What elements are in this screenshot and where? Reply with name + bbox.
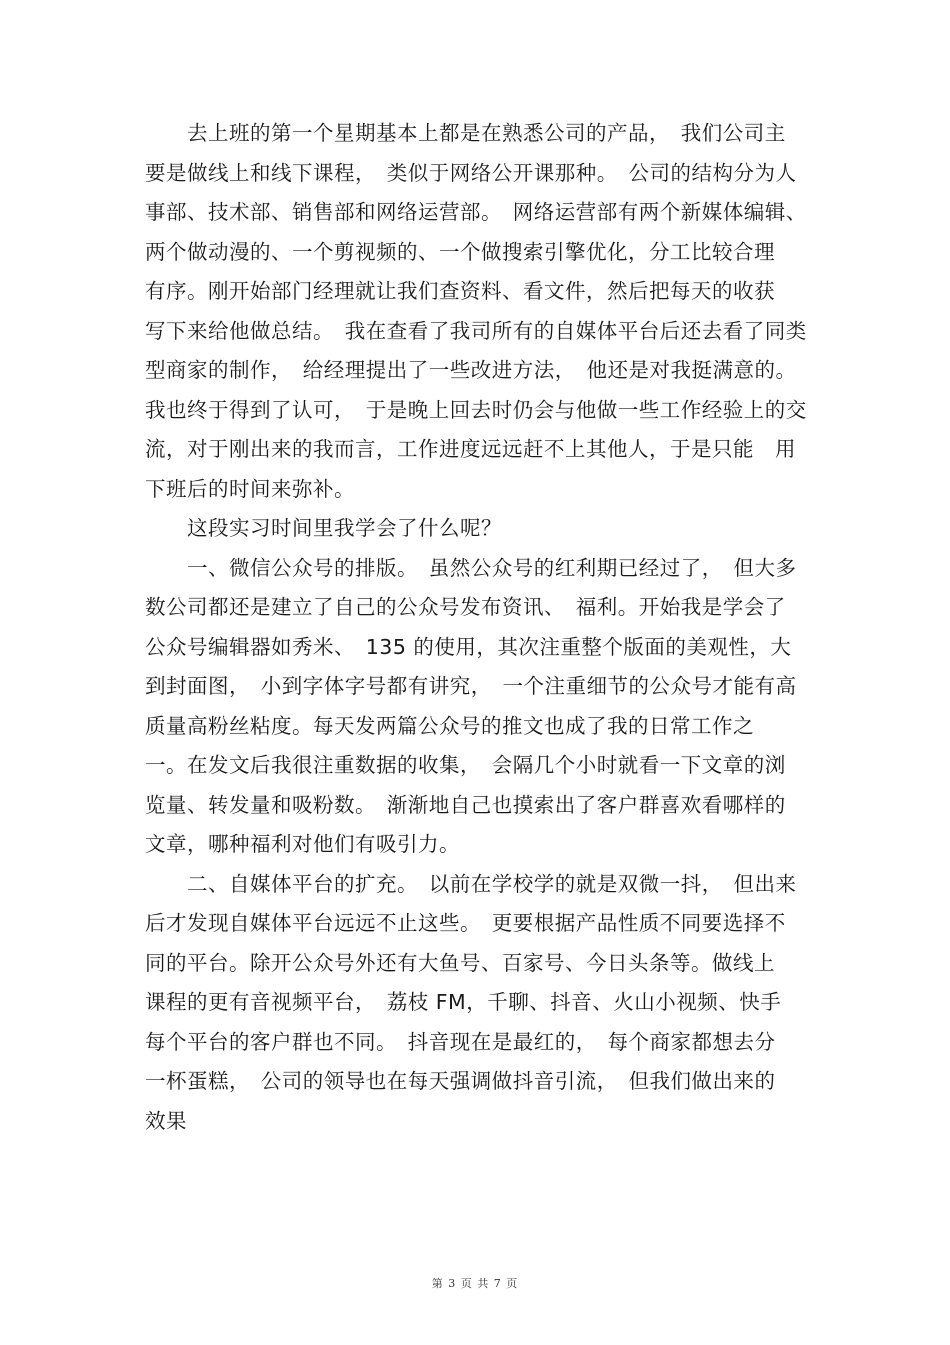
text-line: 一杯蛋糕， 公司的领导也在每天强调做抖音引流， 但我们做出来的	[145, 1069, 776, 1093]
text-line: 流，对于刚出来的我而言，工作进度远远赶不上其他人，于是只能 用	[145, 437, 796, 461]
text-line: 效果	[145, 1108, 187, 1133]
page-number: 第 3 页 共 7 页	[431, 1277, 519, 1290]
text-line: 到封面图， 小到字体字号都有讲究， 一个注重细节的公众号才能有高	[145, 674, 797, 698]
text-line: 数公司都还是建立了自己的公众号发布资讯、 福利。开始我是学会了	[145, 595, 786, 619]
body-text	[145, 114, 810, 1141]
text-line: 公众号编辑器如秀米、 135 的使用，其次注重整个版面的美观性，大	[145, 634, 792, 659]
text-line: 每个平台的客户群也不同。 抖音现在是最红的， 每个商家都想去分	[145, 1029, 776, 1054]
text-line: 一、微信公众号的排版。 虽然公众号的红利期已经过了， 但大多	[145, 555, 797, 580]
text-line: 两个做动漫的、一个剪视频的、一个做搜索引擎优化，分工比较合理	[145, 239, 775, 264]
text-line: 有序。刚开始部门经理就让我们查资料、看文件，然后把每天的收获	[145, 279, 775, 303]
text-line: 要是做线上和线下课程， 类似于网络公开课那种。 公司的结构分为人	[145, 160, 797, 185]
text-line: 后才发现自媒体平台远远不止这些。 更要根据产品性质不同要选择不	[145, 911, 786, 935]
text-line: 写下来给他做总结。 我在查看了我司所有的自媒体平台后还去看了同类	[145, 318, 807, 343]
text-line: 质量高粉丝粘度。每天发两篇公众号的推文也成了我的日常工作之	[145, 713, 754, 738]
text-line: 我也终于得到了认可， 于是晚上回去时仍会与他做一些工作经验上的交	[145, 397, 807, 422]
text-line: 下班后的时间来弥补。	[145, 476, 355, 501]
text-line: 览量、转发量和吸粉数。 渐渐地自己也摸索出了客户群喜欢看哪样的	[145, 792, 786, 817]
text-line: 课程的更有音视频平台， 荔枝 FM，千聊、抖音、火山小视频、快手	[145, 990, 782, 1014]
text-line: 型商家的制作， 给经理提出了一些改进方法， 他还是对我挺满意的。	[145, 358, 797, 382]
text-line: 二、自媒体平台的扩充。 以前在学校学的就是双微一抖， 但出来	[145, 871, 797, 896]
text-line: 去上班的第一个星期基本上都是在熟悉公司的产品， 我们公司主	[145, 121, 786, 145]
text-line: 一。在发文后我很注重数据的收集， 会隔几个小时就看一下文章的浏	[145, 753, 786, 777]
text-line: 这段实习时间里我学会了什么呢？	[145, 516, 502, 540]
text-line: 同的平台。除开公众号外还有大鱼号、百家号、今日头条等。做线上	[145, 950, 775, 975]
text-line: 文章，哪种福利对他们有吸引力。	[145, 832, 460, 856]
text-line: 事部、技术部、销售部和网络运营部。 网络运营部有两个新媒体编辑、	[145, 200, 807, 224]
